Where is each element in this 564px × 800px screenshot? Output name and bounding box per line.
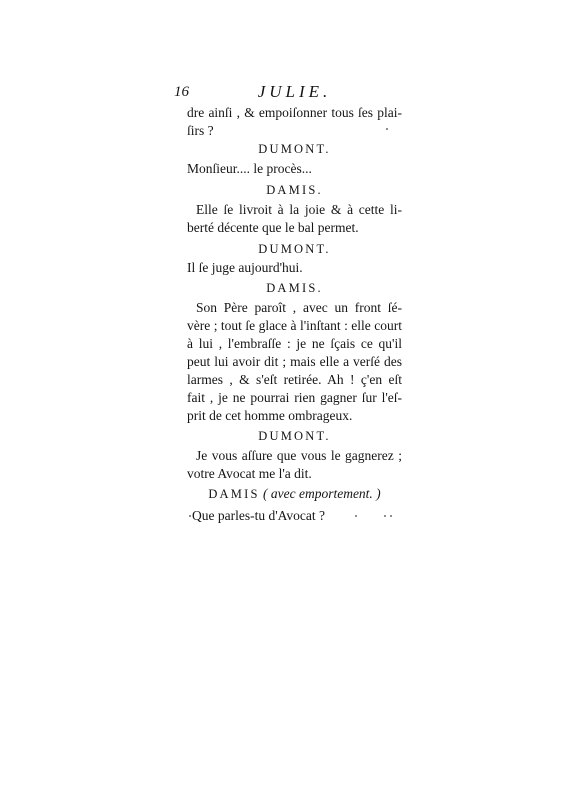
- text-line: à lui , l'embraſſe : je ne ſçais ce qu'il: [187, 336, 402, 351]
- text-line: fait , je ne pourrai rien gagner ſur l'eſ-: [187, 390, 402, 405]
- ink-speck: [355, 515, 357, 517]
- text-line: votre Avocat me l'a dit.: [187, 466, 312, 481]
- page-number: 16: [174, 84, 189, 100]
- text-line: prit de cet homme ombrageux.: [187, 408, 353, 423]
- text-line: berté décente que le bal permet.: [187, 220, 359, 235]
- text-line: peut lui avoir dit ; mais elle a verſé des: [187, 354, 402, 369]
- text-line: larmes , & s'eſt retirée. Ah ! ç'en eſt: [187, 372, 402, 387]
- text-line: ſirs ?: [187, 123, 214, 138]
- ink-speck: [384, 515, 386, 517]
- stage-direction: ( avec emportement. ): [262, 486, 381, 501]
- ink-speck: [386, 128, 388, 130]
- text-line: Je vous aſſure que vous le gagnerez ;: [196, 448, 402, 463]
- text-line: Elle ſe livroit à la joie & à cette li-: [196, 202, 402, 217]
- ink-speck: [189, 515, 191, 517]
- text-line: dre ainſi , & empoiſonner tous ſes plai-: [187, 105, 402, 120]
- speaker-name: DUMONT.: [258, 142, 331, 156]
- text-line: Son Père paroît , avec un front ſé-: [196, 300, 402, 315]
- text-line: Que parles-tu d'Avocat ?: [192, 508, 326, 523]
- speaker-name: DAMIS.: [266, 281, 323, 295]
- speaker-name: DUMONT.: [258, 429, 331, 443]
- ink-speck: [390, 515, 392, 517]
- text-line: Monſieur.... le procès...: [187, 161, 312, 176]
- stage-direction-line: [187, 485, 402, 503]
- running-title: JULIE.: [257, 82, 332, 101]
- speaker-name: DAMIS.: [266, 183, 323, 197]
- text-line: vère ; tout ſe glace à l'inſtant : elle court: [187, 318, 402, 333]
- text-line: Il ſe juge aujourd'hui.: [187, 260, 303, 275]
- speaker-name: DUMONT.: [258, 242, 331, 256]
- speaker-name: DAMIS: [208, 487, 260, 501]
